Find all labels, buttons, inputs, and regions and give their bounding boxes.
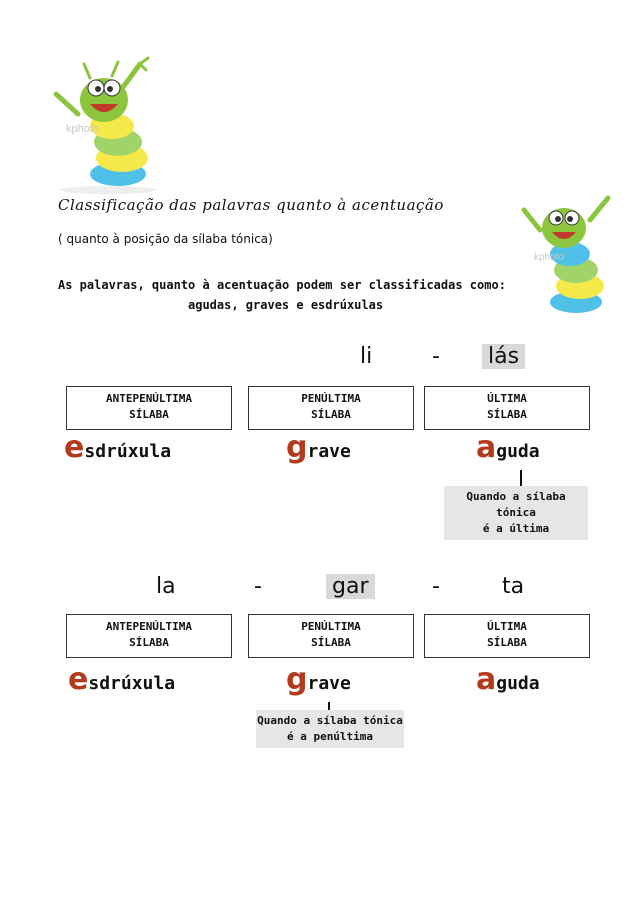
box-label: SÍLABA: [129, 636, 169, 649]
watermark-text: kphoto: [66, 123, 100, 135]
box-label: ÚLTIMA: [487, 620, 527, 633]
classification-label: [286, 430, 351, 465]
stressed-syllable: gar: [326, 574, 375, 599]
syllable-separator: -: [254, 574, 262, 599]
box-label: PENÚLTIMA: [301, 392, 361, 405]
syllable-position-box: [66, 386, 232, 430]
note-line: Quando a sílaba tónica: [466, 490, 566, 519]
page-title: Classificação das palavras quanto à acentuação: [58, 196, 444, 214]
classification-label: [476, 662, 540, 697]
classification-initial: a: [476, 430, 497, 465]
note-line: Quando a sílaba tónica: [257, 714, 403, 727]
stress-note: [256, 710, 404, 748]
syllable-position-box: [248, 386, 414, 430]
classification-initial: a: [476, 662, 497, 697]
classification-initial: e: [64, 430, 85, 465]
note-line: é a penúltima: [286, 730, 374, 743]
classification-rest: rave: [307, 441, 351, 462]
page-subtitle: ( quanto à posição da sílaba tónica): [58, 232, 273, 246]
syllable: ta: [502, 574, 525, 599]
caterpillar-illustration: [48, 54, 168, 194]
box-label: ANTEPENÚLTIMA: [105, 392, 193, 405]
watermark-text: kphoto: [534, 252, 565, 263]
box-label: SÍLABA: [487, 408, 527, 421]
box-label: SÍLABA: [129, 408, 169, 421]
classification-initial: g: [286, 430, 308, 465]
classification-label: [286, 662, 351, 697]
classification-initial: g: [286, 662, 308, 697]
syllable: la: [156, 574, 176, 599]
syllable-separator: -: [432, 344, 440, 369]
box-label: SÍLABA: [487, 636, 527, 649]
intro-text-line2: agudas, graves e esdrúxulas: [188, 298, 384, 312]
classification-rest: guda: [496, 441, 540, 462]
syllable-position-box: [66, 614, 232, 658]
syllable-position-box: [424, 614, 590, 658]
classification-label: [476, 430, 540, 465]
box-label: SÍLABA: [311, 636, 351, 649]
box-label: ANTEPENÚLTIMA: [105, 620, 193, 633]
box-label: SÍLABA: [311, 408, 351, 421]
classification-label: [68, 662, 175, 697]
stressed-syllable: lás: [482, 344, 525, 369]
intro-text-line1: As palavras, quanto à acentuação podem ser classificadas como:: [58, 278, 506, 292]
syllable: li: [360, 344, 373, 369]
syllable-separator: -: [432, 574, 440, 599]
classification-rest: rave: [307, 673, 351, 694]
classification-initial: e: [68, 662, 89, 697]
classification-rest: sdrúxula: [84, 441, 172, 462]
box-label: ÚLTIMA: [487, 392, 527, 405]
note-line: é a última: [482, 522, 550, 535]
classification-rest: guda: [496, 673, 540, 694]
stress-note: [444, 486, 588, 540]
syllable-position-box: [424, 386, 590, 430]
classification-rest: sdrúxula: [88, 673, 176, 694]
classification-label: [64, 430, 171, 465]
syllable-position-box: [248, 614, 414, 658]
box-label: PENÚLTIMA: [301, 620, 361, 633]
